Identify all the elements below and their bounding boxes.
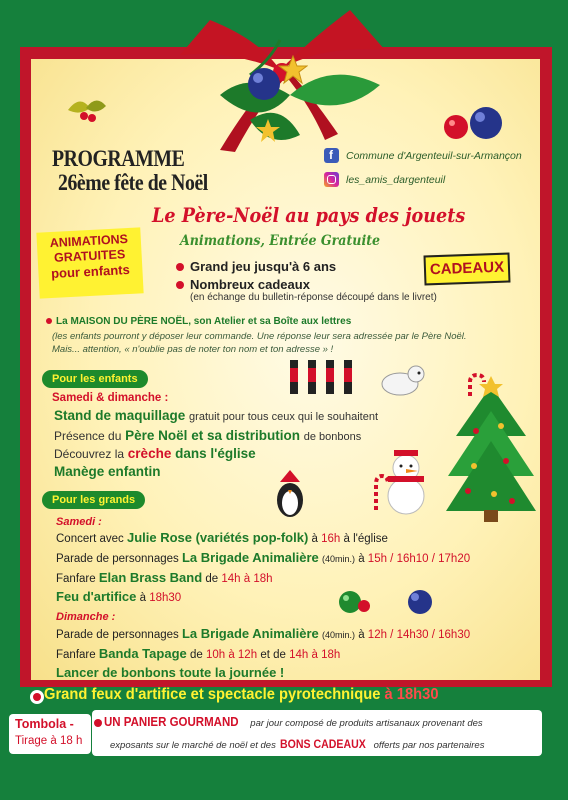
s4-b: à xyxy=(139,592,146,604)
d3-text: Lancer de bonbons toute la journée ! xyxy=(56,665,285,680)
maison-title-text: La MAISON DU PÈRE NOËL, son Atelier et sa Boîte aux lettres xyxy=(56,316,352,327)
blue-ornament-2-icon xyxy=(404,586,436,616)
subheadline: Animations, Entrée Gratuite xyxy=(180,233,381,249)
finale-banner xyxy=(44,686,439,704)
program-subtitle: 26ème fête de Noël xyxy=(58,170,208,195)
enfants-item-2-d: de bonbons xyxy=(303,431,362,443)
finale-dot-icon xyxy=(30,690,44,704)
tombola-line-2: Tirage à 18 h xyxy=(15,735,83,747)
enfants-item-2-c: et sa distribution xyxy=(191,428,300,443)
dimanche-item-3 xyxy=(56,665,284,680)
gourmand-title: UN PANIER GOURMAND xyxy=(104,715,239,729)
bullet-dot-icon xyxy=(176,263,184,271)
d1-c: (40min.) xyxy=(321,630,355,640)
enfants-item-1-b: gratuit pour tous ceux qui le souhaitent xyxy=(189,411,379,423)
grands-dimanche: Dimanche : xyxy=(56,611,116,623)
facebook-icon[interactable]: f xyxy=(324,148,339,163)
section-grands-header: Pour les grands xyxy=(42,491,145,509)
d2-d: 10h à 12h xyxy=(205,649,258,661)
enfants-days: Samedi & dimanche : xyxy=(52,392,169,404)
instagram-icon[interactable] xyxy=(324,172,339,187)
samedi-item-1 xyxy=(56,530,388,545)
d2-c: de xyxy=(189,649,203,661)
finale-time: à 18h30 xyxy=(384,686,439,703)
s2-d: à xyxy=(358,553,365,565)
green-ornament-icon xyxy=(336,588,372,616)
gourmand-line-2 xyxy=(110,735,484,753)
headline: Le Père-Noël au pays des jouets xyxy=(152,203,466,227)
cadeaux-badge: CADEAUX xyxy=(424,253,511,286)
samedi-item-4 xyxy=(56,589,181,604)
grands-samedi: Samedi : xyxy=(56,516,102,528)
gourmand-text-2: exposants sur le marché de noël et des xyxy=(110,740,276,751)
bullet-jeu-text: Grand jeu jusqu'à 6 ans xyxy=(190,259,337,274)
gourmand-dot-icon xyxy=(94,719,102,727)
d1-a: Parade de personnages xyxy=(56,629,179,641)
d2-a: Fanfare xyxy=(56,649,96,661)
maison-title xyxy=(46,316,351,327)
bullet-dot-icon xyxy=(176,281,184,289)
dimanche-item-2 xyxy=(56,646,340,661)
badge-line-1: ANIMATIONS xyxy=(49,231,129,251)
s2-a: Parade de personnages xyxy=(56,553,179,565)
s2-c: (40min.) xyxy=(321,554,355,564)
s3-b: Elan Brass Band xyxy=(98,570,203,585)
gourmand-text-1: par jour composé de produits artisanaux provenant des xyxy=(250,718,483,729)
gourmand-line-1 xyxy=(104,713,483,731)
polar-bear-icon xyxy=(378,362,428,398)
bullet-dot-icon xyxy=(46,318,52,324)
d1-e: 12h / 14h30 / 16h30 xyxy=(367,629,471,641)
tombola-text xyxy=(15,716,82,750)
s3-c: de xyxy=(205,573,219,585)
bullet-jeu xyxy=(176,258,336,276)
maison-text: (les enfants pourront y déposer leur commande. Une réponse leur sera adressée par le Père Noël. Mais... attention, « n'oublie pas de noter ton nom et ton adresse » ! xyxy=(52,331,467,355)
section-enfants-header: Pour les enfants xyxy=(42,370,148,388)
s4-a: Feu d'artifice xyxy=(56,589,137,604)
enfants-item-1-a: Stand de maquillage xyxy=(54,408,186,423)
badge-line-3: pour enfants xyxy=(50,261,131,282)
gourmand-text-3: offerts par nos partenaires xyxy=(373,740,485,751)
s1-a: Concert avec xyxy=(56,533,124,545)
s3-d: 14h à 18h xyxy=(221,573,273,585)
s1-d: 16h xyxy=(321,533,341,545)
bullet-cadeaux-text: Nombreux cadeaux xyxy=(190,277,310,292)
d1-b: La Brigade Animalière xyxy=(181,626,319,641)
toy-soldiers-icon xyxy=(286,360,356,396)
enfants-item-1 xyxy=(54,408,378,423)
s2-b: La Brigade Animalière xyxy=(181,550,319,565)
christmas-tree-icon xyxy=(446,376,536,526)
free-animations-badge xyxy=(36,227,143,298)
penguin-icon xyxy=(270,470,310,520)
s2-e: 15h / 16h10 / 17h20 xyxy=(367,553,471,565)
instagram-link[interactable]: les_amis_dargenteuil xyxy=(346,174,446,186)
d1-d: à xyxy=(358,629,365,641)
s4-c: 18h30 xyxy=(149,592,182,604)
s1-e: à l'église xyxy=(343,533,388,545)
holly-icon xyxy=(64,92,108,132)
finale-text: Grand feux d'artifice et spectacle pyrotechnique xyxy=(44,686,381,703)
ornaments-icon xyxy=(440,105,510,145)
enfants-item-4: Manège enfantin xyxy=(54,464,161,479)
s1-c: à xyxy=(311,533,318,545)
enfants-item-2-a: Présence du xyxy=(54,429,122,443)
enfants-item-3-a: Découvrez la xyxy=(54,447,125,461)
enfants-item-3 xyxy=(54,446,256,461)
d2-e: et xyxy=(260,649,270,661)
dimanche-item-1 xyxy=(56,626,470,641)
samedi-item-3 xyxy=(56,570,273,585)
tombola-line-1: Tombola - xyxy=(15,717,74,731)
facebook-link[interactable]: Commune d'Argenteuil-sur-Armançon xyxy=(346,150,522,162)
candy-cane-2-icon xyxy=(370,472,390,512)
bullet-cadeaux-note: (en échange du bulletin-réponse découpé dans le livret) xyxy=(190,292,437,303)
s3-a: Fanfare xyxy=(56,573,96,585)
samedi-item-2 xyxy=(56,550,470,565)
enfants-item-3-b: crèche xyxy=(127,446,172,461)
enfants-item-2 xyxy=(54,428,361,443)
d2-f: de xyxy=(273,649,286,661)
enfants-item-3-c: dans l'église xyxy=(175,446,256,461)
enfants-item-2-b: Père Noël xyxy=(125,428,188,443)
s1-b: Julie Rose (variétés pop-folk) xyxy=(126,530,309,545)
d2-g: 14h à 18h xyxy=(289,649,341,661)
star-small-icon xyxy=(255,118,281,144)
badge-line-2: GRATUITES xyxy=(53,247,126,265)
d2-b: Banda Tapage xyxy=(98,646,187,661)
star-icon xyxy=(278,55,308,85)
gourmand-bons: BONS CADEAUX xyxy=(280,739,367,751)
program-title: PROGRAMME xyxy=(52,146,185,171)
